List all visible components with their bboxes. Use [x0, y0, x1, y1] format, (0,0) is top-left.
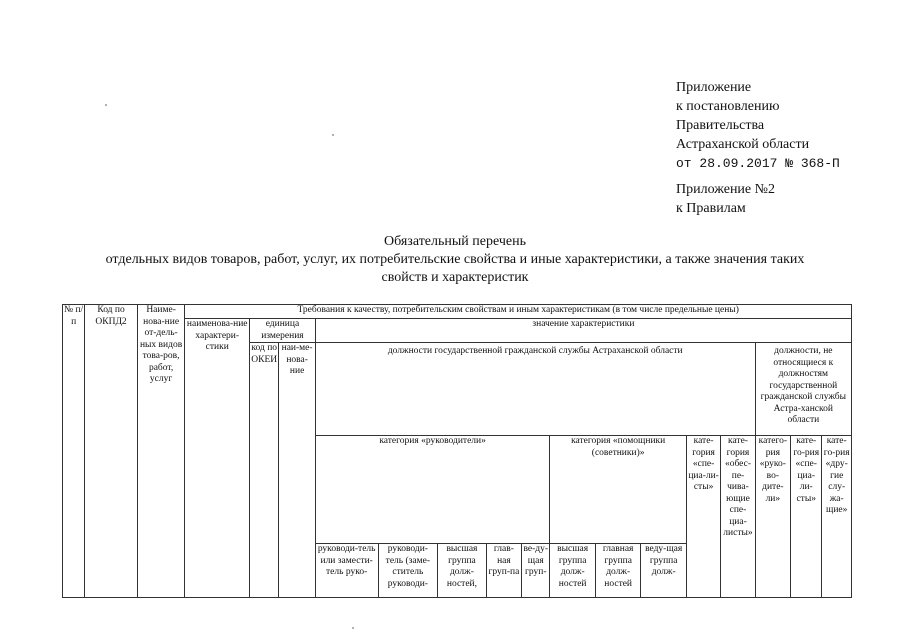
- appendix-line: Приложение: [676, 80, 752, 95]
- col-header-number: № п/п: [63, 305, 85, 598]
- appendix-2-header: [676, 180, 775, 218]
- title-line: свойств и характеристик: [381, 270, 529, 285]
- appendix-line: к Правилам: [676, 201, 746, 216]
- category-specialists: кате-гория «спе-циа-ли-сты»: [686, 436, 720, 598]
- document-title: [60, 233, 850, 287]
- col-header-unit: единица измерения: [250, 319, 316, 343]
- appendix-line: Астраханской области: [676, 137, 810, 152]
- category-heads: категория «руководители»: [315, 436, 550, 544]
- category-other-heads: катего-рия «руко-во-дите-ли»: [755, 436, 790, 598]
- scan-speck: [105, 104, 107, 106]
- appendix-header: [676, 78, 840, 173]
- title-line: Обязательный перечень: [383, 234, 526, 249]
- col-header-characteristic: наименова-ние характери-стики: [185, 319, 250, 598]
- col-header-unit-code: код по ОКЕИ: [250, 343, 279, 598]
- col-header-unit-name: наи-ме-нова-ние: [279, 343, 315, 598]
- sub-assistant-leading: веду-щая группа долж-: [641, 544, 687, 598]
- col-header-requirements: Требования к качеству, потребительским свойствам и иным характеристикам (в том числе предельные цены): [185, 305, 852, 319]
- sub-head-deputy-2: руководи-тель (заме-ститель руководи-: [378, 544, 438, 598]
- sub-assistant-main: главная группа долж-ностей: [595, 544, 641, 598]
- col-header-value: значение характеристики: [315, 319, 851, 343]
- requirements-table: [62, 304, 852, 598]
- category-other-employees: кате-го-рия «дру-гие слу-жа-щие»: [822, 436, 852, 598]
- category-assistants: категория «помощники (советники)»: [550, 436, 687, 544]
- appendix-line: Правительства: [676, 118, 765, 133]
- category-other-specialists: кате-го-рия «спе-циа-ли-сты»: [791, 436, 822, 598]
- scan-speck: [332, 134, 334, 136]
- appendix-line: к постановлению: [676, 99, 780, 114]
- col-header-okpd: Код по ОКПД2: [85, 305, 138, 598]
- category-support-specialists: кате-гория «обес-пе-чива-ющие спе-циа-листы»: [721, 436, 755, 598]
- sub-head-or-deputy: руководи-тель или замести-тель руко-: [315, 544, 378, 598]
- sub-leading-group: ве-ду-щая груп-: [522, 544, 550, 598]
- sub-main-group: глав-ная груп-па: [486, 544, 521, 598]
- col-header-other-positions: должности, не относящиеся к должностям государственной гражданской службы Астра-ханской области: [755, 343, 851, 436]
- appendix-date-line: от 28.09.2017 № 368-П: [676, 156, 840, 171]
- scan-speck: [352, 627, 354, 629]
- appendix-line: Приложение №2: [676, 182, 775, 197]
- title-line: отдельных видов товаров, работ, услуг, их потребительские свойства и иные характеристики, а также значения таких: [105, 252, 805, 267]
- col-header-state-positions: должности государственной гражданской службы Астраханской области: [315, 343, 755, 436]
- col-header-item-name: Наиме-нова-ние от-дель-ных видов това-ров, работ, услуг: [137, 305, 185, 598]
- sub-assistant-highest: высшая группа долж-ностей: [550, 544, 596, 598]
- sub-highest-group: высшая группа долж-ностей,: [438, 544, 487, 598]
